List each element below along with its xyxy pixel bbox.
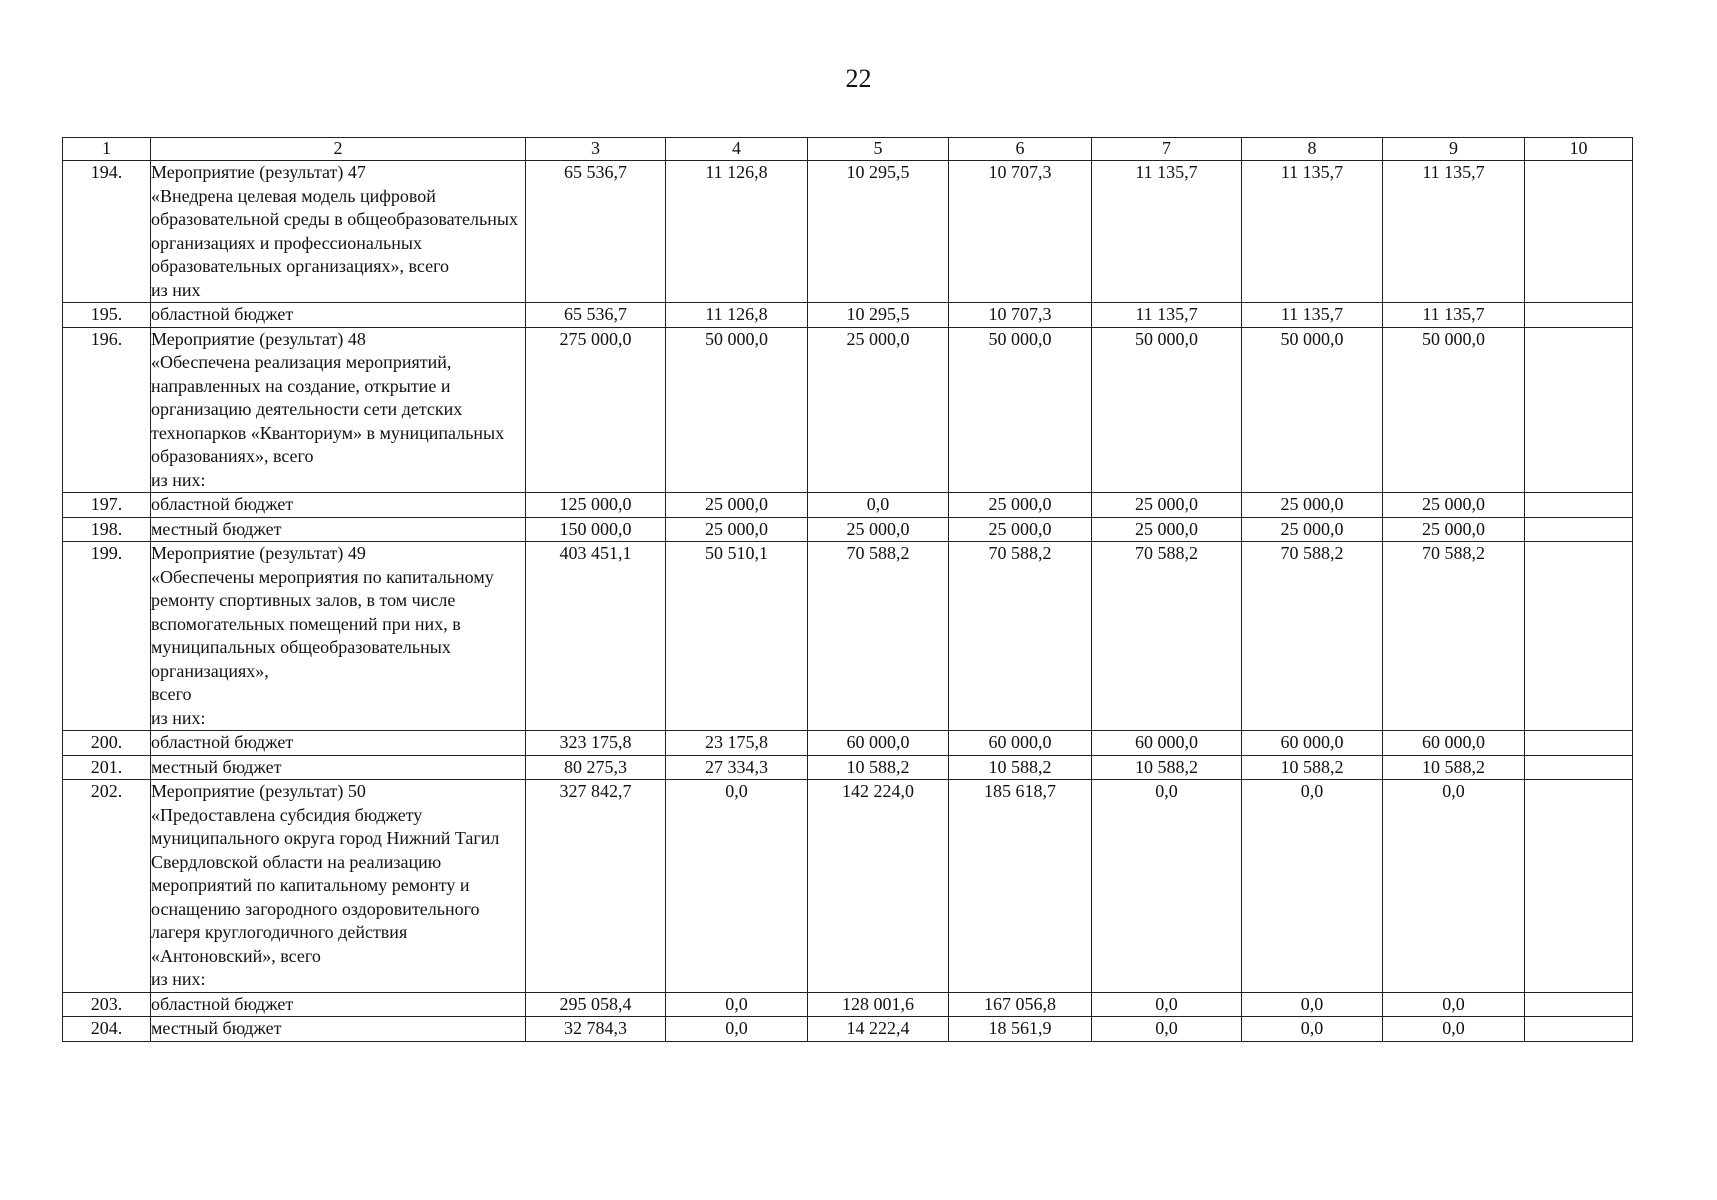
value-cell-col-6: 185 618,7 [949, 780, 1092, 993]
column-header: 1 [63, 138, 151, 161]
value-cell-col-4: 0,0 [666, 780, 808, 993]
table-row [63, 780, 1633, 993]
value-cell-col-6: 70 588,2 [949, 542, 1092, 731]
value-cell-col-7: 70 588,2 [1092, 542, 1242, 731]
column-header: 8 [1242, 138, 1383, 161]
value-cell-col-5: 10 295,5 [808, 161, 949, 303]
row-description: местный бюджет [151, 1017, 526, 1042]
value-cell-col-5: 25 000,0 [808, 517, 949, 542]
row-number: 199. [63, 542, 151, 731]
value-cell-col-10 [1525, 542, 1633, 731]
row-number: 201. [63, 755, 151, 780]
row-description: местный бюджет [151, 755, 526, 780]
value-cell-col-8: 10 588,2 [1242, 755, 1383, 780]
value-cell-col-4: 0,0 [666, 992, 808, 1017]
table-row [63, 542, 1633, 731]
value-cell-col-10 [1525, 517, 1633, 542]
value-cell-col-7: 0,0 [1092, 780, 1242, 993]
row-description: местный бюджет [151, 517, 526, 542]
row-number: 196. [63, 327, 151, 493]
value-cell-col-4: 25 000,0 [666, 493, 808, 518]
value-cell-col-9: 11 135,7 [1383, 303, 1525, 328]
table-row [63, 517, 1633, 542]
value-cell-col-3: 65 536,7 [526, 303, 666, 328]
row-description: Мероприятие (результат) 49 «Обеспечены мероприятия по капитальному ремонту спортивных залов, в том числе вспомогательных помещений при них, в муниципальных общеобразовательных организациях», всего из них: [151, 542, 526, 731]
row-number: 197. [63, 493, 151, 518]
value-cell-col-5: 14 222,4 [808, 1017, 949, 1042]
value-cell-col-3: 125 000,0 [526, 493, 666, 518]
value-cell-col-3: 403 451,1 [526, 542, 666, 731]
row-number: 202. [63, 780, 151, 993]
value-cell-col-3: 80 275,3 [526, 755, 666, 780]
page-number: 22 [845, 64, 872, 93]
value-cell-col-9: 25 000,0 [1383, 517, 1525, 542]
value-cell-col-3: 323 175,8 [526, 731, 666, 756]
value-cell-col-8: 11 135,7 [1242, 303, 1383, 328]
value-cell-col-8: 11 135,7 [1242, 161, 1383, 303]
value-cell-col-4: 25 000,0 [666, 517, 808, 542]
column-header: 9 [1383, 138, 1525, 161]
table-body [63, 161, 1633, 1042]
value-cell-col-4: 50 510,1 [666, 542, 808, 731]
value-cell-col-6: 25 000,0 [949, 517, 1092, 542]
value-cell-col-4: 11 126,8 [666, 161, 808, 303]
row-description: Мероприятие (результат) 47 «Внедрена целевая модель цифровой образовательной среды в общеобразовательных организациях и профессиональных образовательных организациях», всего из них [151, 161, 526, 303]
value-cell-col-6: 60 000,0 [949, 731, 1092, 756]
value-cell-col-10 [1525, 780, 1633, 993]
value-cell-col-5: 142 224,0 [808, 780, 949, 993]
value-cell-col-4: 50 000,0 [666, 327, 808, 493]
value-cell-col-8: 70 588,2 [1242, 542, 1383, 731]
column-header: 10 [1525, 138, 1633, 161]
value-cell-col-7: 11 135,7 [1092, 303, 1242, 328]
value-cell-col-7: 0,0 [1092, 1017, 1242, 1042]
value-cell-col-8: 60 000,0 [1242, 731, 1383, 756]
value-cell-col-5: 128 001,6 [808, 992, 949, 1017]
value-cell-col-3: 32 784,3 [526, 1017, 666, 1042]
value-cell-col-3: 295 058,4 [526, 992, 666, 1017]
value-cell-col-3: 150 000,0 [526, 517, 666, 542]
value-cell-col-6: 10 707,3 [949, 161, 1092, 303]
row-description: областной бюджет [151, 493, 526, 518]
row-description: Мероприятие (результат) 50 «Предоставлена субсидия бюджету муниципального округа город Нижний Тагил Свердловской области на реализацию мероприятий по капитальному ремонту и оснащению загородного оздоровительного лагеря круглогодичного действия «Антоновский», всего из них: [151, 780, 526, 993]
value-cell-col-4: 0,0 [666, 1017, 808, 1042]
column-header: 6 [949, 138, 1092, 161]
value-cell-col-6: 50 000,0 [949, 327, 1092, 493]
row-description: областной бюджет [151, 731, 526, 756]
value-cell-col-6: 10 588,2 [949, 755, 1092, 780]
table-row [63, 303, 1633, 328]
row-number: 200. [63, 731, 151, 756]
value-cell-col-5: 10 588,2 [808, 755, 949, 780]
table-row [63, 327, 1633, 493]
row-number: 195. [63, 303, 151, 328]
value-cell-col-7: 10 588,2 [1092, 755, 1242, 780]
value-cell-col-10 [1525, 731, 1633, 756]
value-cell-col-8: 0,0 [1242, 780, 1383, 993]
value-cell-col-8: 0,0 [1242, 992, 1383, 1017]
value-cell-col-9: 0,0 [1383, 1017, 1525, 1042]
column-header: 5 [808, 138, 949, 161]
value-cell-col-6: 167 056,8 [949, 992, 1092, 1017]
value-cell-col-7: 60 000,0 [1092, 731, 1242, 756]
table-row [63, 755, 1633, 780]
value-cell-col-10 [1525, 992, 1633, 1017]
value-cell-col-9: 50 000,0 [1383, 327, 1525, 493]
value-cell-col-9: 0,0 [1383, 992, 1525, 1017]
value-cell-col-9: 60 000,0 [1383, 731, 1525, 756]
table-row [63, 493, 1633, 518]
value-cell-col-8: 0,0 [1242, 1017, 1383, 1042]
budget-table [62, 137, 1633, 1042]
value-cell-col-7: 11 135,7 [1092, 161, 1242, 303]
value-cell-col-10 [1525, 755, 1633, 780]
column-header: 3 [526, 138, 666, 161]
value-cell-col-4: 23 175,8 [666, 731, 808, 756]
value-cell-col-5: 10 295,5 [808, 303, 949, 328]
row-number: 194. [63, 161, 151, 303]
value-cell-col-10 [1525, 327, 1633, 493]
value-cell-col-8: 25 000,0 [1242, 493, 1383, 518]
row-number: 203. [63, 992, 151, 1017]
value-cell-col-4: 11 126,8 [666, 303, 808, 328]
row-number: 198. [63, 517, 151, 542]
table-row [63, 731, 1633, 756]
value-cell-col-5: 70 588,2 [808, 542, 949, 731]
value-cell-col-3: 275 000,0 [526, 327, 666, 493]
value-cell-col-4: 27 334,3 [666, 755, 808, 780]
value-cell-col-5: 60 000,0 [808, 731, 949, 756]
value-cell-col-8: 50 000,0 [1242, 327, 1383, 493]
value-cell-col-5: 25 000,0 [808, 327, 949, 493]
value-cell-col-9: 25 000,0 [1383, 493, 1525, 518]
value-cell-col-8: 25 000,0 [1242, 517, 1383, 542]
value-cell-col-9: 70 588,2 [1383, 542, 1525, 731]
value-cell-col-7: 25 000,0 [1092, 517, 1242, 542]
column-header: 4 [666, 138, 808, 161]
table-row [63, 161, 1633, 303]
row-description: областной бюджет [151, 303, 526, 328]
table-row [63, 1017, 1633, 1042]
value-cell-col-9: 10 588,2 [1383, 755, 1525, 780]
value-cell-col-10 [1525, 1017, 1633, 1042]
value-cell-col-9: 0,0 [1383, 780, 1525, 993]
value-cell-col-6: 10 707,3 [949, 303, 1092, 328]
row-description: областной бюджет [151, 992, 526, 1017]
value-cell-col-7: 50 000,0 [1092, 327, 1242, 493]
value-cell-col-9: 11 135,7 [1383, 161, 1525, 303]
value-cell-col-5: 0,0 [808, 493, 949, 518]
value-cell-col-7: 0,0 [1092, 992, 1242, 1017]
value-cell-col-6: 25 000,0 [949, 493, 1092, 518]
row-description: Мероприятие (результат) 48 «Обеспечена реализация мероприятий, направленных на создание, открытие и организацию деятельности сети детских технопарков «Кванториум» в муниципальных образованиях», всего из них: [151, 327, 526, 493]
value-cell-col-10 [1525, 303, 1633, 328]
value-cell-col-6: 18 561,9 [949, 1017, 1092, 1042]
table-row [63, 992, 1633, 1017]
row-number: 204. [63, 1017, 151, 1042]
header-row [63, 138, 1633, 161]
value-cell-col-10 [1525, 493, 1633, 518]
value-cell-col-3: 65 536,7 [526, 161, 666, 303]
value-cell-col-10 [1525, 161, 1633, 303]
column-header: 7 [1092, 138, 1242, 161]
value-cell-col-3: 327 842,7 [526, 780, 666, 993]
value-cell-col-7: 25 000,0 [1092, 493, 1242, 518]
column-header: 2 [151, 138, 526, 161]
